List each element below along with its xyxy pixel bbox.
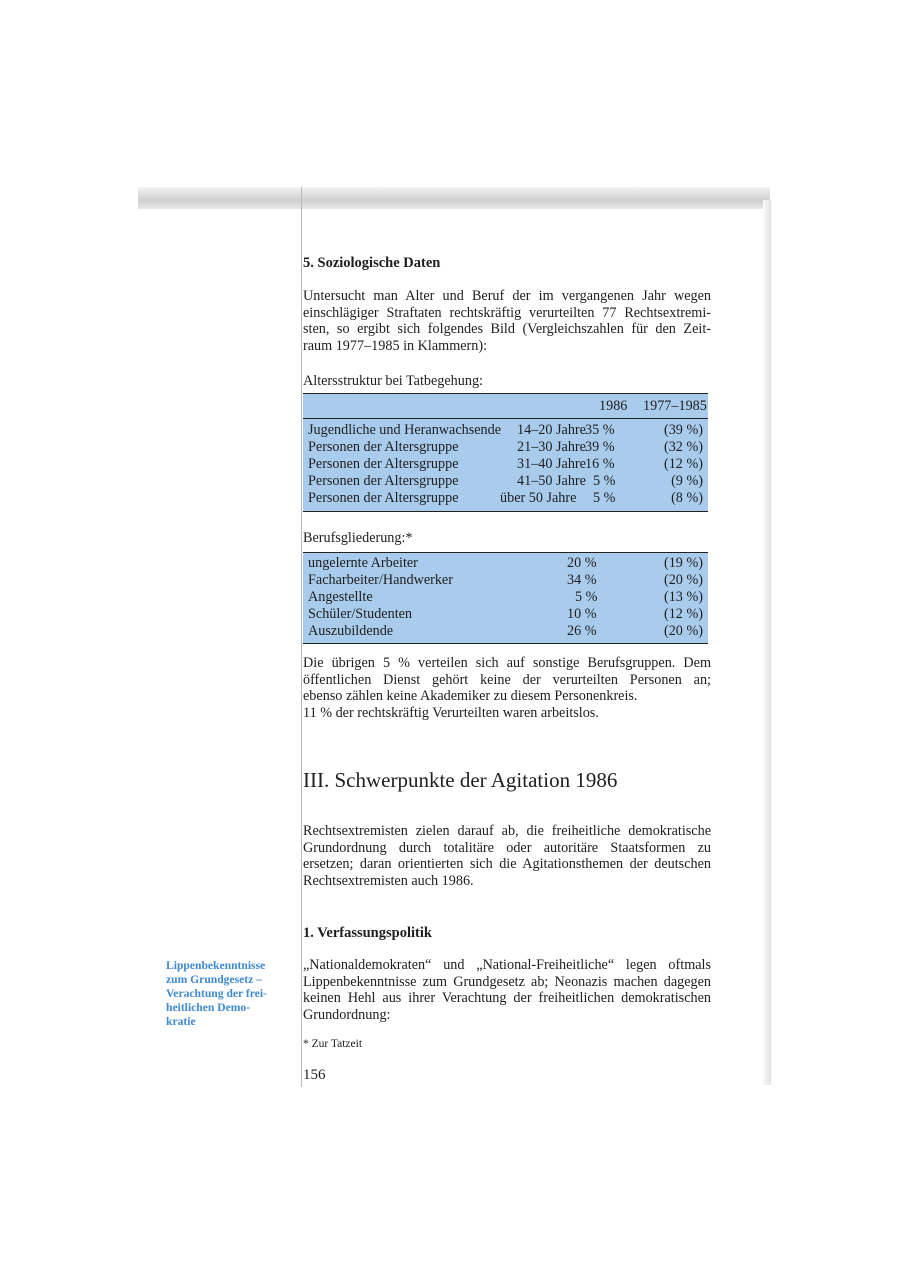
table-row: Auszubildende 26 % (20 %)	[308, 623, 703, 639]
table-row: Personen der Altersgruppe 21–30 Jahre 39 % (32 %)	[308, 439, 703, 455]
subsection-heading: 1. Verfassungspolitik	[303, 925, 432, 941]
job-table	[303, 552, 708, 644]
age-table	[303, 393, 708, 512]
table-row: Personen der Altersgruppe 31–40 Jahre 16 % (12 %)	[308, 456, 703, 472]
age-table-label: Altersstruktur bei Tatbegehung:	[303, 373, 483, 389]
table-row: Angestellte 5 % (13 %)	[308, 589, 703, 605]
header-1986: 1986	[599, 398, 628, 414]
chapter-title: III. Schwerpunkte der Agitation 1986	[303, 768, 618, 792]
age-table-header	[303, 398, 708, 415]
job-table-label: Berufsgliederung:*	[303, 530, 413, 546]
footnote: * Zur Tatzeit	[303, 1038, 363, 1050]
scan-shadow-top	[138, 187, 770, 209]
table-row: Personen der Altersgruppe über 50 Jahre 5 % (8 %)	[308, 490, 703, 506]
chapter-intro-paragraph: Rechtsextremisten zielen darauf ab, die freiheitliche demokratische Grundordnung durch totalitäre oder autoritäre Staatsformen zu ersetzen; daran orientierten sich die Agitationsthemen der deutschen Rechtsextremisten auch 1986.	[303, 823, 711, 889]
intro-paragraph: Untersucht man Alter und Beruf der im vergangenen Jahr wegen einschlägiger Straftaten rechtskräftig verurteilten 77 Rechtsextremi- sten, so ergibt sich folgendes Bild (Vergleichszahlen für den Zeit- raum 1977–1985 in Klammern):	[303, 288, 711, 354]
table-row: ungelernte Arbeiter 20 % (19 %)	[308, 555, 703, 571]
margin-note: Lippenbekenntnisse zum Grundgesetz – Verachtung der frei- heitlichen Demo- kratie	[166, 959, 267, 1028]
binding-line	[301, 187, 302, 1087]
scan-shadow-right	[763, 200, 771, 1085]
header-1977-1985: 1977–1985	[643, 398, 707, 414]
table-row: Jugendliche und Heranwachsende 14–20 Jahre 35 % (39 %)	[308, 422, 703, 438]
table-row: Schüler/Studenten 10 % (12 %)	[308, 606, 703, 622]
page-number: 156	[303, 1067, 326, 1083]
subsection-paragraph: „Nationaldemokraten“ und „National-Freiheitliche“ legen oftmals Lippenbekenntnisse zum Grundgesetz ab; Neonazis machen dagegen keinen Hehl aus ihrer Verachtung der freiheitlichen demokratischen Grundordnung:	[303, 957, 711, 1023]
remarks-paragraph: Die übrigen 5 % verteilen sich auf sonstige Berufsgruppen. Dem öffentlichen Dienst gehört keine der verurteilten Personen an; ebenso zählen keine Akademiker zu diesem Personenkreis. 11 % der rechtskräftig Verurteilten waren arbeitslos.	[303, 655, 711, 721]
table-row: Facharbeiter/Handwerker 34 % (20 %)	[308, 572, 703, 588]
section-heading: 5. Soziologische Daten	[303, 255, 441, 271]
table-row: Personen der Altersgruppe 41–50 Jahre 5 % (9 %)	[308, 473, 703, 489]
